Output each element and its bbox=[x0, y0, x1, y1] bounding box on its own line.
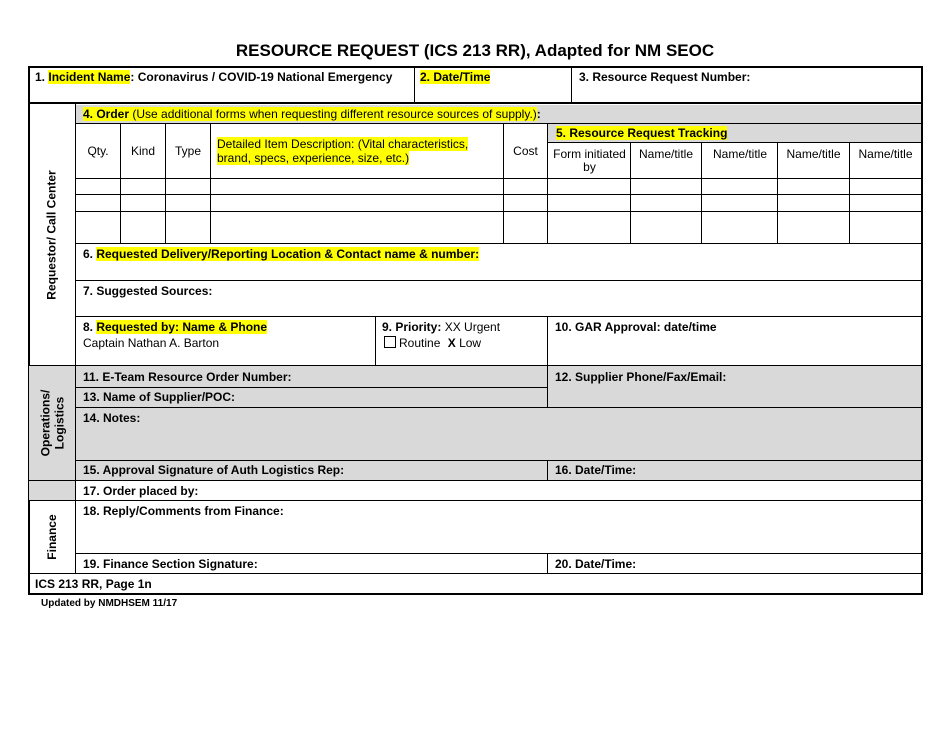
col-kind: Kind bbox=[130, 143, 156, 158]
priority-options: Routine X Low bbox=[384, 336, 481, 350]
finance-signature-field[interactable]: 19. Finance Section Signature: bbox=[83, 557, 258, 571]
col-name-title-3: Name/title bbox=[786, 146, 841, 161]
col-name-title-2: Name/title bbox=[712, 146, 768, 161]
notes-field[interactable]: 14. Notes: bbox=[83, 411, 141, 425]
priority-urgent[interactable]: XX Urgent bbox=[441, 320, 501, 334]
approval-date-field[interactable]: 16. Date/Time: bbox=[555, 463, 637, 477]
operations-section-label: Operations/ Logistics bbox=[29, 366, 75, 480]
eteam-order-number-field[interactable]: 11. E-Team Resource Order Number: bbox=[83, 370, 292, 384]
col-qty: Qty. bbox=[87, 143, 109, 158]
page-label: ICS 213 RR, Page 1n bbox=[35, 577, 152, 591]
resource-request-number-field[interactable]: 3. Resource Request Number: bbox=[579, 70, 751, 84]
order-header: 4. Order (Use additional forms when requesting different resource sources of supply.): bbox=[83, 107, 541, 121]
supplier-name-field[interactable]: 13. Name of Supplier/POC: bbox=[83, 390, 236, 404]
priority-field: 9. Priority: XX Urgent bbox=[382, 320, 501, 334]
supplier-contact-field[interactable]: 12. Supplier Phone/Fax/Email: bbox=[555, 370, 727, 384]
incident-name-value: : Coronavirus / COVID-19 National Emergency bbox=[130, 70, 393, 84]
col-description: Detailed Item Description: (Vital characteristics, brand, specs, experience, size, etc.) bbox=[217, 137, 469, 165]
requestor-section-label: Requestor/ Call Center bbox=[45, 169, 59, 300]
col-cost: Cost bbox=[513, 143, 538, 158]
finance-reply-field[interactable]: 18. Reply/Comments from Finance: bbox=[83, 504, 284, 518]
order-note: (Use additional forms when requesting different resource sources of supply.) bbox=[129, 107, 537, 121]
finance-section-label: Finance bbox=[45, 514, 59, 560]
incident-name-field[interactable]: 1. Incident Name: Coronavirus / COVID-19 National Emergency bbox=[35, 70, 393, 84]
date-time-field[interactable] bbox=[420, 70, 490, 84]
col-type: Type bbox=[174, 143, 201, 158]
suggested-sources-field[interactable]: 7. Suggested Sources: bbox=[83, 284, 213, 298]
order-label: 4. Order bbox=[83, 107, 130, 121]
routine-checkbox[interactable] bbox=[384, 336, 396, 348]
low-mark[interactable]: X bbox=[447, 336, 456, 350]
footer-note: Updated by NMDHSEM 11/17 bbox=[41, 598, 178, 609]
approval-signature-field[interactable]: 15. Approval Signature of Auth Logistics Rep: bbox=[83, 463, 345, 477]
order-row[interactable] bbox=[76, 212, 922, 243]
col-name-title-4: Name/title bbox=[858, 146, 913, 161]
incident-name-label: Incident Name bbox=[48, 70, 131, 84]
order-placed-by-field[interactable]: 17. Order placed by: bbox=[83, 484, 199, 498]
date-time-label: 2. Date/Time bbox=[420, 70, 491, 84]
finance-date-field[interactable]: 20. Date/Time: bbox=[555, 557, 637, 571]
order-row[interactable] bbox=[76, 195, 922, 211]
order-row[interactable] bbox=[76, 179, 922, 194]
col-form-initiated: Form initiated by bbox=[553, 146, 626, 174]
page-title: RESOURCE REQUEST (ICS 213 RR), Adapted for NM SEOC bbox=[235, 41, 715, 60]
col-name-title-1: Name/title bbox=[638, 146, 694, 161]
requested-by-value[interactable]: Captain Nathan A. Barton bbox=[83, 336, 220, 350]
requested-by-label: 8. Requested by: Name & Phone bbox=[83, 320, 268, 334]
delivery-location-field[interactable]: 6. Requested Delivery/Reporting Location & Contact name & number: bbox=[83, 247, 480, 261]
tracking-header: 5. Resource Request Tracking bbox=[556, 126, 728, 140]
gar-approval-field[interactable]: 10. GAR Approval: date/time bbox=[555, 320, 717, 334]
